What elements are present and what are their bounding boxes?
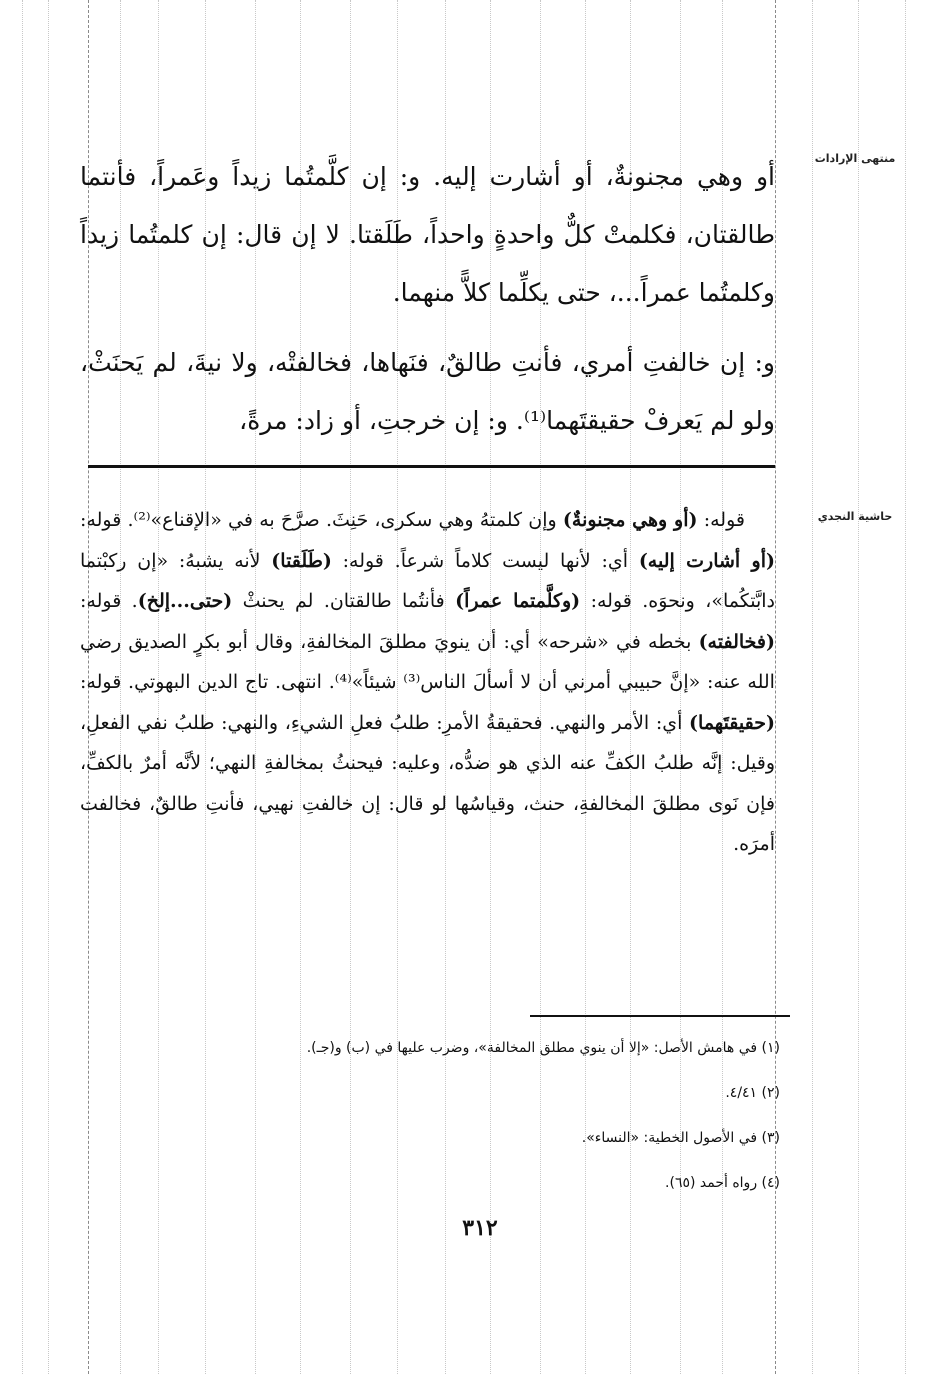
footnote: (٢) ٤/٤١.	[725, 1085, 780, 1101]
sharh-paragraph: قوله: (أو وهي مجنونةٌ) وإن كلمتهُ وهي سكرى، حَنِثَ. صرَّحَ به في «الإقناع»⁽²⁾. قوله: (أو أشارت إليه) أي: لأنها ليست كلاماً شرعاً. قوله: (طَلَقتا) لأنه يشبهُ: «إن ركبْتما دابَّتكُما»، ونحوَه. قوله: (وكلَّمتما عمراً) فأنتُما طالقتان. لم يحنثْ (حتى...إلخ). قوله: (فخالفته) بخطه في «شرحه» أي: أن ينويَ مطلقَ المخالفةِ، وقال أبو بكرٍ الصديق رضي الله عنه: «إنَّ حبيبي أمرني أن لا أسألَ الناس⁽³⁾ شيئاً»⁽⁴⁾. انتهى. تاج الدين البهوتي. قوله: (حقيقتَهما) أي: الأمر والنهي. فحقيقةُ الأمرِ: طلبُ فعلِ الشيءِ، والنهي: طلبُ نفي الفعلِ، وقيل: إنَّه طلبُ الكفِّ عنه الذي هو ضدُّه، وعليه: فيحنثُ بمخالفةِ النهي؛ لأنَّه أمرٌ بالكفِّ، فإن نَوى مطلقَ المخالفةِ، حنث، وقياسُها لو قال: إن خالفتِ نهيي، فأنتِ طالقٌ، فخالفت أمرَه.	[80, 509, 775, 855]
sharh-source-label: حاشية النجدي	[817, 510, 893, 523]
footnote: (٣) في الأصول الخطية: «النساء».	[581, 1130, 780, 1146]
matn-paragraph: أو وهي مجنونةٌ، أو أشارت إليه. و: إن كلَّمتُما زيداً وعَمراً، فأنتما طالقتان، فكلمتْ كلٌّ واحدةٍ واحداً، طَلَقتا. لا إن قال: إن كلمتُما زيداً وكلمتُما عمراً...، حتى يكلِّما كلاًّ منهما.	[80, 162, 775, 307]
quoted-phrase: (أو أشارت إليه)	[638, 549, 775, 572]
matn-paragraph: و: إن خالفتِ أمري، فأنتِ طالقٌ، فنَهاها، فخالفتْه، ولا نيةَ، لم يَحنَثْ، ولو لم يَعرفْ حقيقتَهما⁽¹⁾. و: إن خرجتِ، أو زاد: مرةً،	[80, 348, 775, 435]
page-number: ٣١٢	[462, 1215, 498, 1241]
quoted-phrase: (أو وهي مجنونةٌ)	[562, 509, 698, 531]
section-divider	[88, 465, 775, 468]
sharh-text	[80, 500, 775, 865]
quoted-phrase: (طَلَقتا)	[271, 549, 332, 572]
footnote: (١) في هامش الأصل: «إلا أن ينوي مطلق المخالفة»، وضرب عليها في (ب) و(جـ).	[306, 1040, 780, 1056]
quoted-phrase: (حقيقتَهما)	[689, 711, 775, 734]
footnote: (٤) رواه أحمد (٦٥).	[665, 1175, 780, 1191]
footnote-divider	[530, 1015, 790, 1017]
quoted-phrase: (حتى...إلخ)	[137, 590, 233, 612]
quoted-phrase: (وكلَّمتما عمراً)	[455, 590, 581, 612]
quoted-phrase: (فخالفته)	[698, 630, 775, 653]
matn-text	[80, 148, 775, 450]
matn-source-label: منتهى الإرادات	[814, 152, 896, 165]
footnotes	[80, 1028, 780, 1208]
